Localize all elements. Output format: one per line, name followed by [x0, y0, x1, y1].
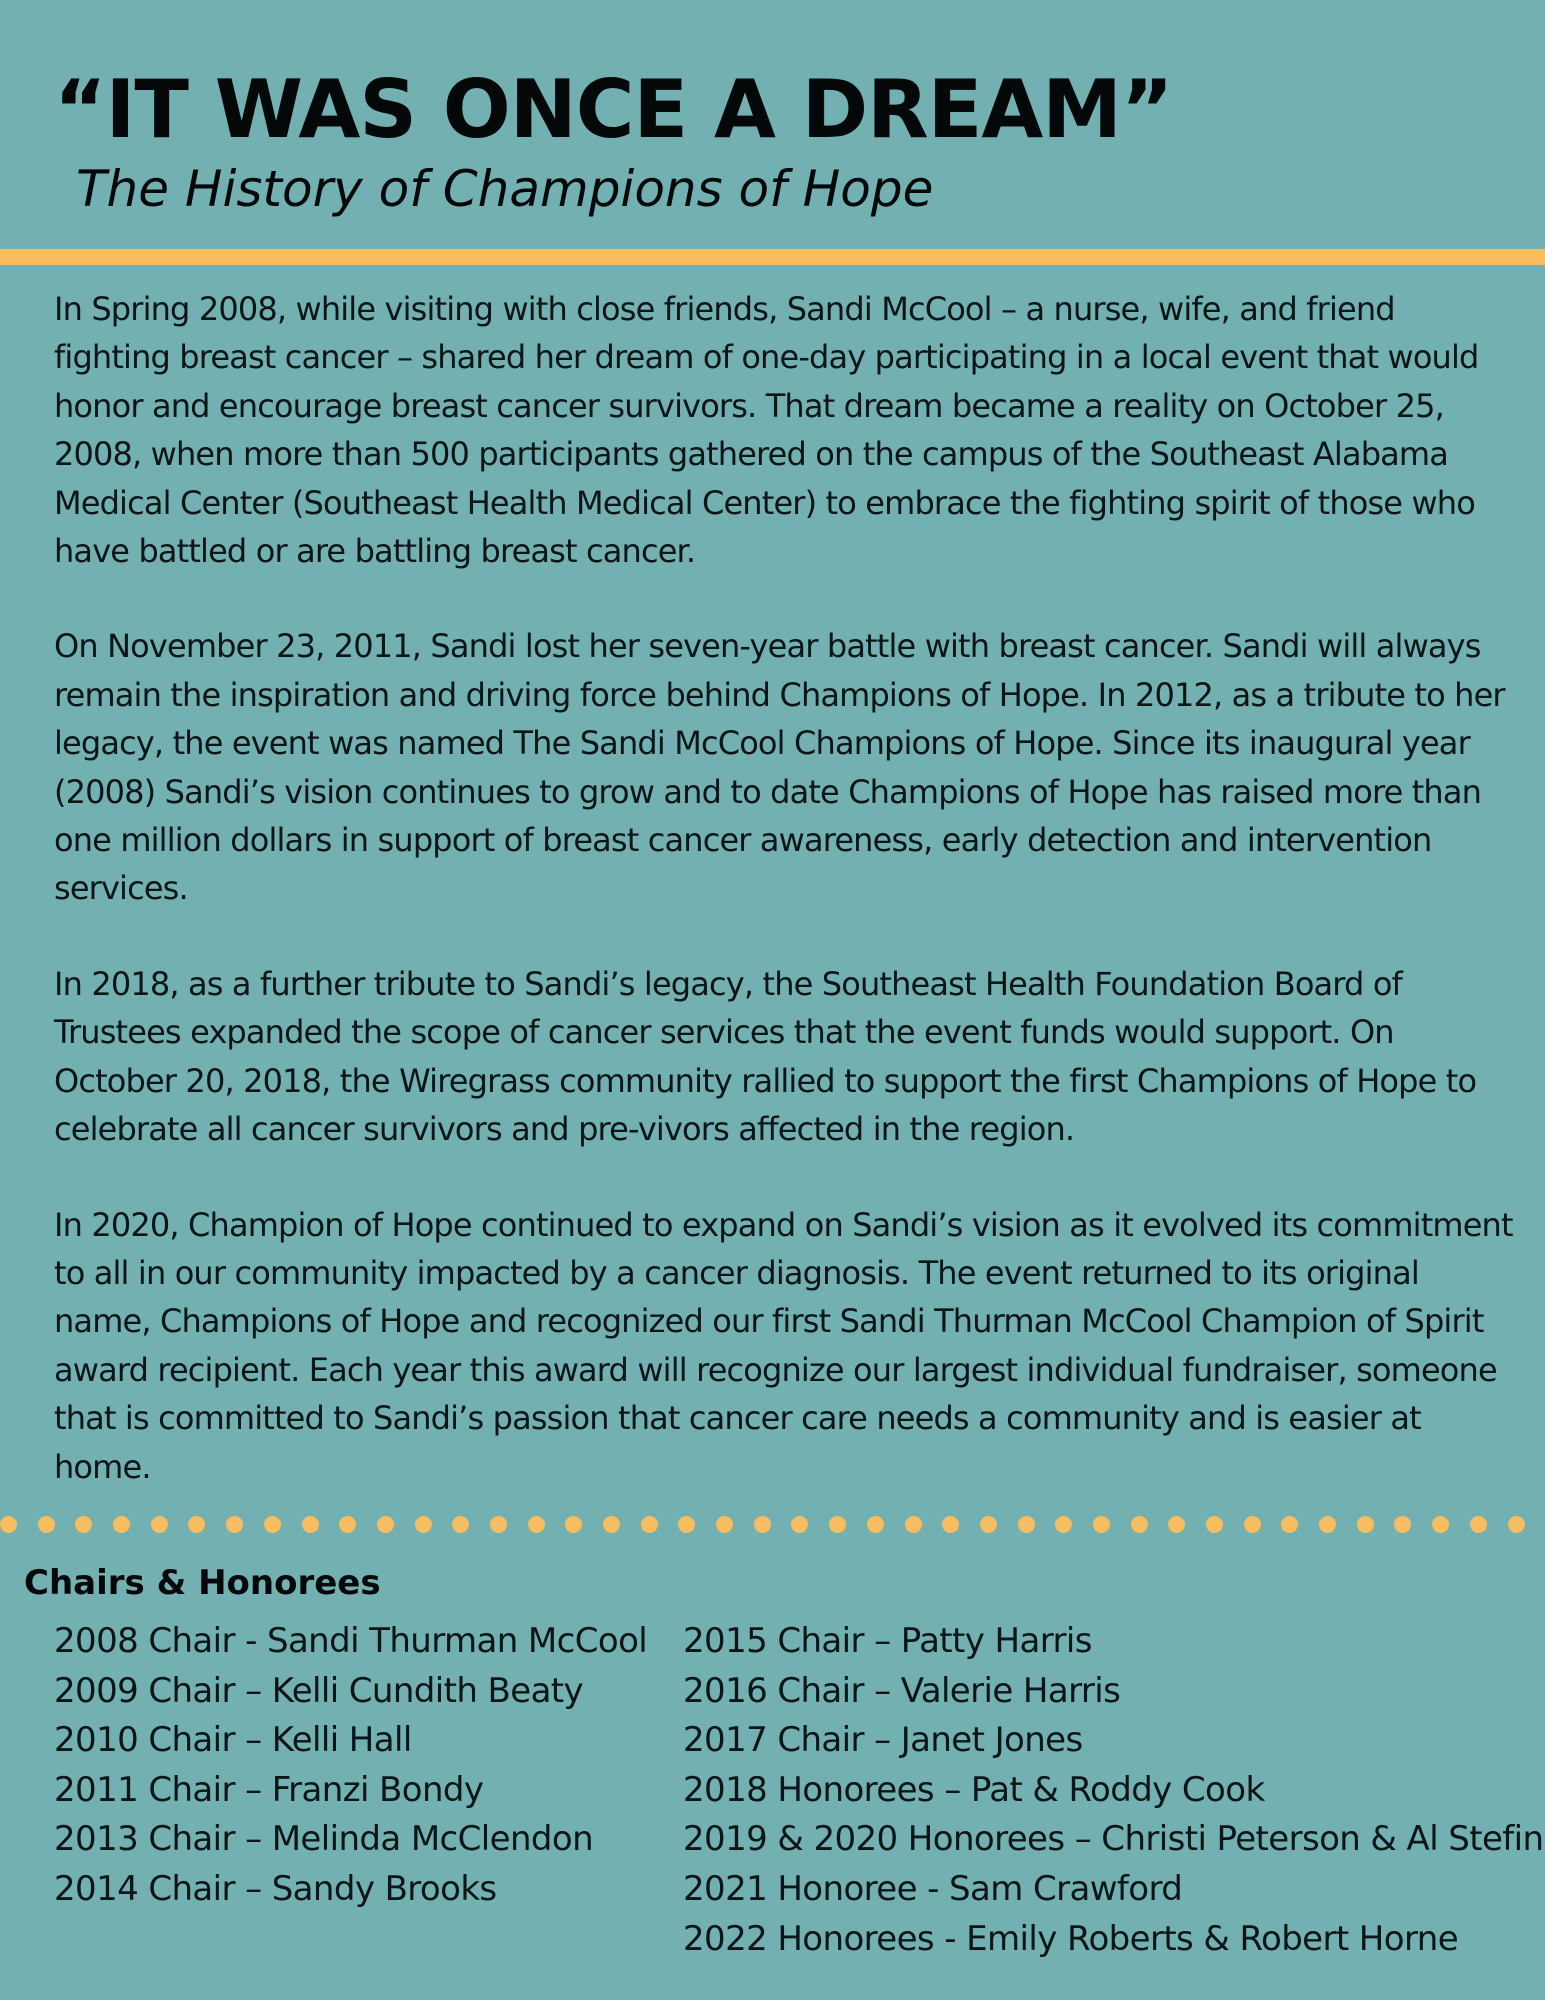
paragraph: In 2020, Champion of Hope continued to expand on Sandi’s vision as it evolved its commitment to all in our community impacted by a cancer diagnosis. The event returned to its original name, Champions of Hope and recognized our first Sandi Thurman McCool Champion of Spirit award recipient. Each year this award will recognize our largest individual fundraiser, someone that is committed to Sandi’s passion that cancer care needs a community and is easier at home. — [54, 1205, 1513, 1486]
divider-dot — [716, 1516, 733, 1533]
divider-dot — [1394, 1516, 1411, 1533]
divider-dot — [377, 1516, 394, 1533]
divider-dot — [452, 1516, 469, 1533]
divider-dot — [38, 1516, 55, 1533]
list-item: 2013 Chair – Melinda McClendon — [54, 1819, 594, 1860]
list-item: 2011 Chair – Franzi Bondy — [54, 1769, 484, 1810]
dotted-divider — [0, 1512, 1545, 1536]
divider-dot — [1508, 1516, 1525, 1533]
divider-dot — [829, 1516, 846, 1533]
page-subtitle: The History of Champions of Hope — [76, 160, 934, 218]
divider-dot — [1131, 1516, 1148, 1533]
divider-dot — [1357, 1516, 1374, 1533]
list-item: 2014 Chair – Sandy Brooks — [54, 1868, 497, 1909]
list-item: 2016 Chair – Valerie Harris — [683, 1670, 1121, 1711]
divider-dot — [1244, 1516, 1261, 1533]
list-item: 2022 Honorees - Emily Roberts & Robert Horne — [683, 1918, 1459, 1959]
section-heading: Chairs & Honorees — [24, 1563, 381, 1603]
page-title: “IT WAS ONCE A DREAM” — [54, 63, 1173, 156]
list-item: 2015 Chair – Patty Harris — [683, 1621, 1092, 1661]
divider-dot — [980, 1516, 997, 1533]
divider-dot — [678, 1516, 695, 1533]
list-item: 2019 & 2020 Honorees – Christi Peterson & Al Stefin — [683, 1819, 1544, 1860]
divider-dot — [1168, 1516, 1185, 1533]
list-item: 2009 Chair – Kelli Cundith Beaty — [54, 1670, 584, 1711]
divider-dot — [1018, 1516, 1035, 1533]
list-item: 2018 Honorees – Pat & Roddy Cook — [683, 1769, 1265, 1810]
divider-dot — [490, 1516, 507, 1533]
paragraph: On November 23, 2011, Sandi lost her seven-year battle with breast cancer. Sandi will always remain the inspiration and driving force behind Champions of Hope. In 2012, as a tribute to her legacy, the event was named The Sandi McCool Champions of Hope. Since its inaugural year (2008) Sandi’s vision continues to grow and to date Champions of Hope has raised more than one million dollars in support of breast cancer awareness, early detection and intervention services. — [54, 627, 1505, 908]
divider-dot — [302, 1516, 319, 1533]
divider-dot — [905, 1516, 922, 1533]
paragraph: In 2018, as a further tribute to Sandi’s legacy, the Southeast Health Foundation Board of Trustees expanded the scope of cancer services that the event funds would support. On October 20, 2018, the Wiregrass community rallied to support the first Champions of Hope to celebrate all cancer survivors and pre-vivors affected in the region. — [54, 964, 1477, 1149]
divider-dot — [75, 1516, 92, 1533]
divider-dot — [754, 1516, 771, 1533]
chairs-list-right — [683, 1617, 1543, 1964]
divider-dot — [603, 1516, 620, 1533]
list-item: 2008 Chair - Sandi Thurman McCool — [54, 1621, 648, 1661]
divider-dot — [641, 1516, 658, 1533]
divider-dot — [1055, 1516, 1072, 1533]
divider-dot — [565, 1516, 582, 1533]
divider-dot — [339, 1516, 356, 1533]
chairs-list-left — [54, 1617, 647, 1915]
divider-dot — [151, 1516, 168, 1533]
divider-dot — [1206, 1516, 1223, 1533]
divider-dot — [867, 1516, 884, 1533]
list-item: 2017 Chair – Janet Jones — [683, 1720, 1083, 1761]
divider-dot — [113, 1516, 130, 1533]
divider-dot — [1432, 1516, 1449, 1533]
divider-dot — [942, 1516, 959, 1533]
history-text — [54, 285, 1514, 1538]
divider-dot — [415, 1516, 432, 1533]
divider-dot — [791, 1516, 808, 1533]
divider-dot — [1281, 1516, 1298, 1533]
divider-dot — [528, 1516, 545, 1533]
divider-dot — [1319, 1516, 1336, 1533]
list-item: 2010 Chair – Kelli Hall — [54, 1720, 412, 1761]
divider-dot — [0, 1516, 17, 1533]
divider-dot — [1470, 1516, 1487, 1533]
divider-dot — [188, 1516, 205, 1533]
header-divider — [0, 249, 1545, 265]
list-item: 2021 Honoree - Sam Crawford — [683, 1868, 1183, 1909]
divider-dot — [264, 1516, 281, 1533]
divider-dot — [1093, 1516, 1110, 1533]
divider-dot — [226, 1516, 243, 1533]
paragraph: In Spring 2008, while visiting with close friends, Sandi McCool – a nurse, wife, and friend fighting breast cancer – shared her dream of one-day participating in a local event that would honor and encourage breast cancer survivors. That dream became a reality on October 25, 2008, when more than 500 participants gathered on the campus of the Southeast Alabama Medical Center (Southeast Health Medical Center) to embrace the fighting spirit of those who have battled or are battling breast cancer. — [54, 290, 1479, 571]
